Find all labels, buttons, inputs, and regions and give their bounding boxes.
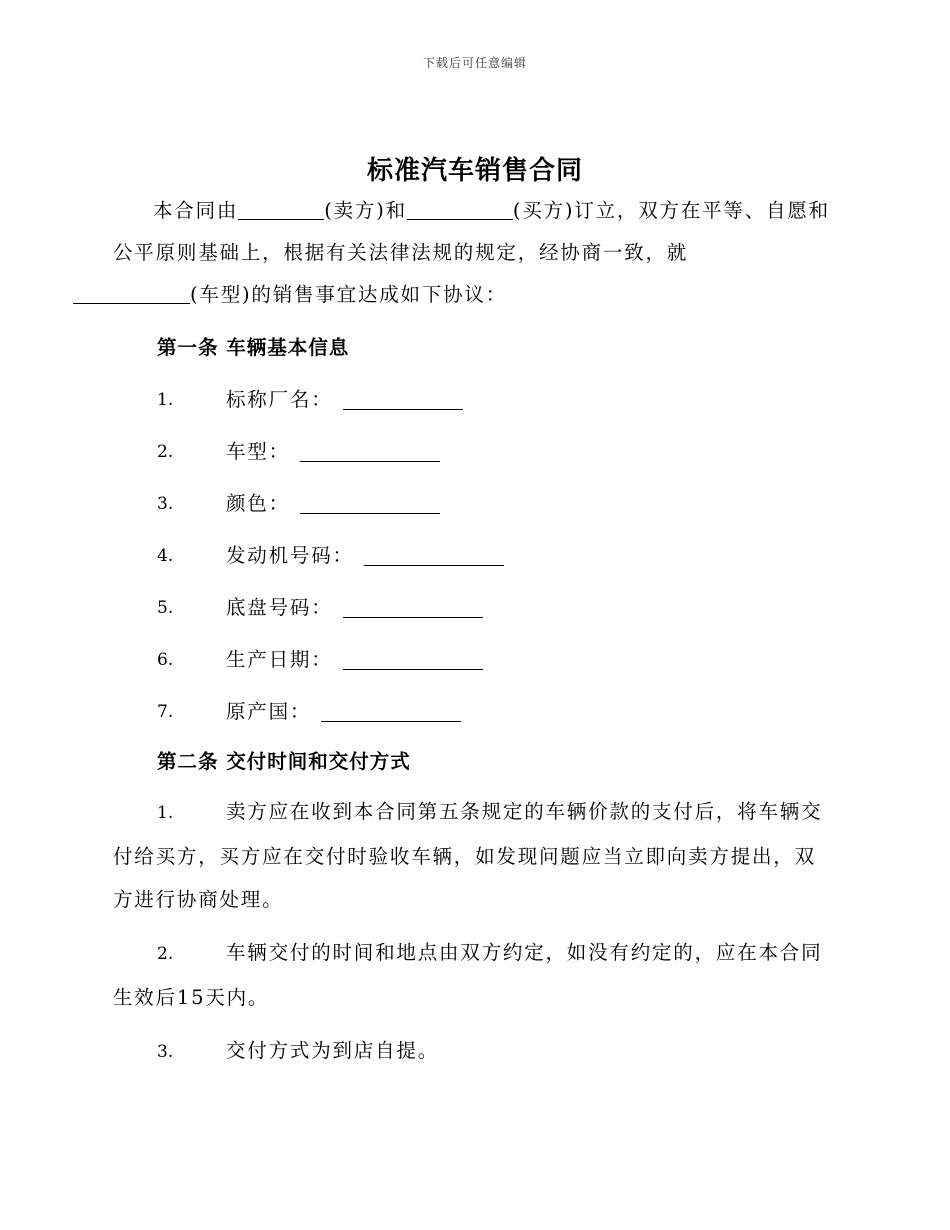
item-label: 标称厂名： xyxy=(226,388,333,411)
item-label: 发动机号码： xyxy=(226,544,354,567)
header-note: 下载后可任意编辑 xyxy=(422,56,527,70)
field-blank xyxy=(300,491,440,514)
item-number: 4. xyxy=(157,546,174,566)
item-number: 7. xyxy=(157,702,174,722)
item-label: 底盘号码： xyxy=(226,596,333,619)
field-blank xyxy=(343,647,483,670)
list-item xyxy=(113,478,835,530)
document-body xyxy=(113,190,835,1074)
item-label: 原产国： xyxy=(226,700,312,723)
list-item xyxy=(113,530,835,582)
section1-heading: 第一条 车辆基本信息 xyxy=(157,336,350,359)
intro-text-1: 本合同由 xyxy=(153,199,239,222)
clause-number: 3. xyxy=(157,1042,174,1062)
buyer-blank xyxy=(407,197,513,220)
item-number: 6. xyxy=(157,650,174,670)
field-blank xyxy=(300,439,440,462)
item-number: 2. xyxy=(157,442,174,462)
list-item xyxy=(113,426,835,478)
list-item xyxy=(113,686,835,738)
field-blank xyxy=(364,543,504,566)
clause-number: 2. xyxy=(157,944,174,964)
item-label: 车型： xyxy=(226,440,290,463)
document-title: 标准汽车销售合同 xyxy=(366,156,583,186)
list-item xyxy=(113,634,835,686)
field-blank xyxy=(343,387,463,410)
item-label: 颜色： xyxy=(226,492,290,515)
clause-text: 车辆交付的时间和地点由双方约定，如没有约定的，应在本合同生效后15天内。 xyxy=(113,941,823,1009)
seller-blank xyxy=(238,197,324,220)
item-label: 生产日期： xyxy=(226,648,333,671)
intro-text-4: (车型)的销售事宜达成如下协议： xyxy=(190,283,508,306)
intro-text-2: (卖方)和 xyxy=(324,199,407,222)
clause-paragraph xyxy=(113,790,835,921)
clause-text: 交付方式为到店自提。 xyxy=(226,1039,440,1062)
clause-text: 卖方应在收到本合同第五条规定的车辆价款的支付后，将车辆交付给买方，买方应在交付时验收车辆，如发现问题应当立即向卖方提出，双方进行协商处理。 xyxy=(113,800,823,911)
intro-paragraph xyxy=(113,190,835,316)
section2-heading: 第二条 交付时间和交付方式 xyxy=(157,750,411,773)
list-item xyxy=(113,374,835,426)
clause-paragraph xyxy=(113,1029,835,1074)
model-blank xyxy=(73,281,190,304)
clause-number: 1. xyxy=(157,803,174,823)
field-blank xyxy=(343,595,483,618)
item-number: 5. xyxy=(157,598,174,618)
intro-text-3: (买方)订立，双方在平等、自愿和公平原则基础上，根据有关法律法规的规定，经协商一致，就 xyxy=(113,199,830,264)
item-number: 1. xyxy=(157,390,174,410)
list-item xyxy=(113,582,835,634)
clause-paragraph xyxy=(113,931,835,1019)
field-blank xyxy=(321,699,461,722)
item-number: 3. xyxy=(157,494,174,514)
